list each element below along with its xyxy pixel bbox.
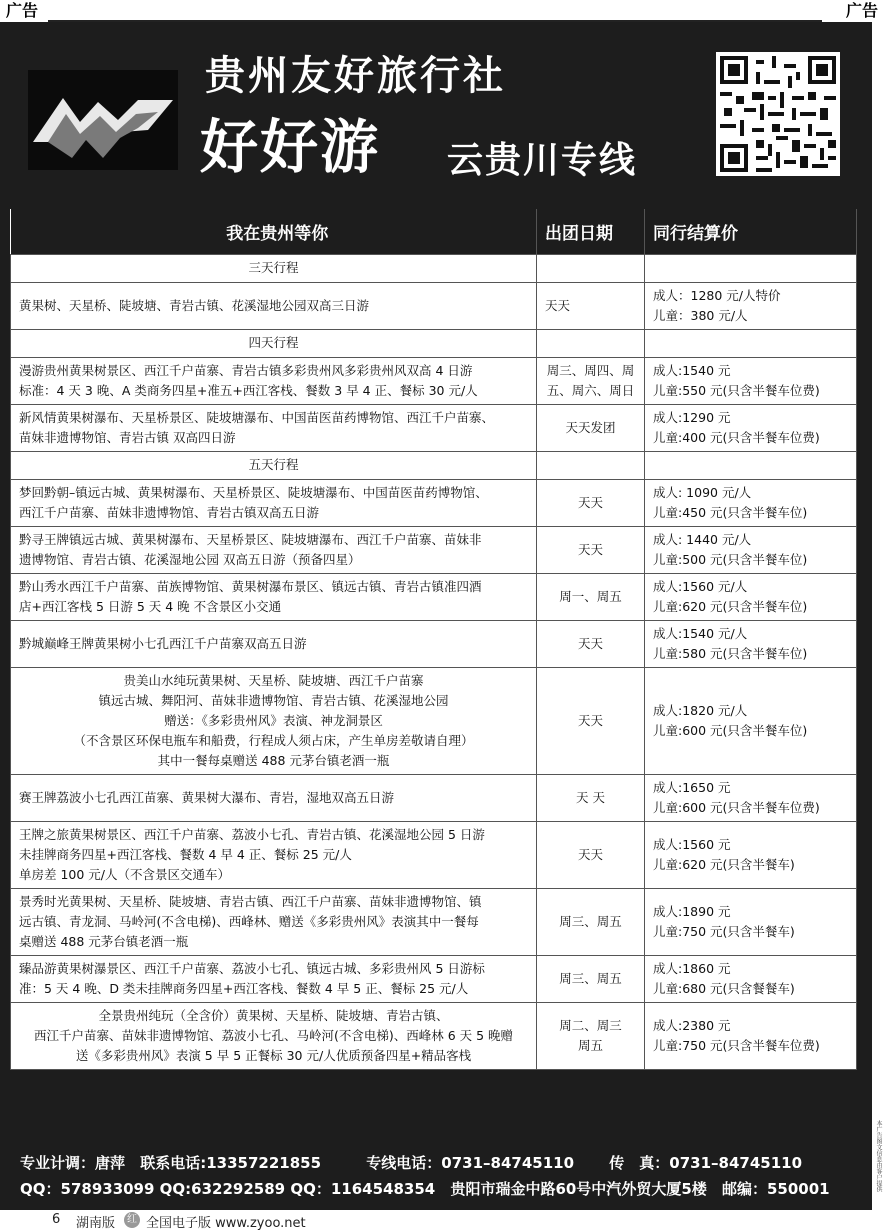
settlement-price-line: 成人:1650 元 [653, 779, 731, 795]
route-description-line: 未挂牌商务四星+西江客栈、餐数 4 早 4 正、餐标 25 元/人 [19, 846, 352, 862]
settlement-price-line: 成人:1560 元/人 [653, 578, 748, 594]
settlement-price [645, 282, 857, 329]
table-row [11, 1002, 857, 1069]
settlement-price [645, 888, 857, 955]
table-row [11, 774, 857, 821]
settlement-price [645, 573, 857, 620]
route-description [11, 282, 537, 329]
table-row [11, 620, 857, 667]
route-description-line: 梦回黔朝–镇远古城、黄果树瀑布、天星桥景区、陡坡塘瀑布、中国苗医苗药博物馆、 [19, 484, 488, 500]
route-description-line: 臻品游黄果树瀑景区、西江千户苗寨、荔波小七孔、镇远古城、多彩贵州风 5 日游标 [19, 960, 485, 976]
route-description [11, 404, 537, 451]
settlement-price-line: 成人:1860 元 [653, 960, 731, 976]
settlement-price [645, 404, 857, 451]
departure-date [537, 357, 645, 404]
route-description-line: 黔山秀水西江千户苗寨、苗族博物馆、黄果树瀑布景区、镇远古镇、青岩古镇准四酒 [19, 578, 482, 594]
table-row [11, 526, 857, 573]
route-description-line: 送《多彩贵州风》表演 5 早 5 正餐标 30 元/人优质预备四星+精品客栈 [75, 1047, 472, 1063]
settlement-price [645, 479, 857, 526]
settlement-price-line: 儿童:600 元(只含半餐车位费) [653, 799, 820, 815]
route-description-line: 西江千户苗寨、苗妹非遗博物馆、荔波小七孔、马岭河(不含电梯)、西峰林 6 天 5 晚赠 [33, 1027, 514, 1043]
hotline: 专线电话：0731–84745110 [366, 1154, 575, 1172]
table-row [11, 573, 857, 620]
settlement-price [645, 620, 857, 667]
route-description-line: 王牌之旅黄果树景区、西江千户苗寨、荔波小七孔、青岩古镇、花溪湿地公园 5 日游 [19, 826, 485, 842]
address: 贵阳市瑞金中路60号中汽外贸大厦5楼 [450, 1180, 707, 1198]
hong-badge-icon: 红 [124, 1212, 140, 1228]
departure-date [537, 1002, 645, 1069]
settlement-price [645, 667, 857, 774]
settlement-price [645, 955, 857, 1002]
agency-name: 贵州友好旅行社 [205, 53, 506, 99]
route-description-line: 黄果树、天星桥、陡坡塘、青岩古镇、花溪湿地公园双高三日游 [19, 297, 370, 313]
route-description [11, 479, 537, 526]
departure-date-line: 周五 [577, 1037, 603, 1053]
settlement-price [645, 821, 857, 888]
column-header-route: 我在贵州等你 [11, 209, 537, 254]
edition-label: 湖南版 [76, 1216, 116, 1230]
settlement-price-line: 成人:1820 元/人 [653, 702, 748, 718]
route-description [11, 620, 537, 667]
departure-date-line: 天 天 [576, 789, 605, 805]
route-description-line: 西江千户苗寨、苗妹非遗博物馆、青岩古镇双高五日游 [19, 504, 320, 520]
settlement-price-line: 儿童:450 元(只含半餐车位) [653, 504, 808, 520]
tour-price-table [10, 209, 857, 1070]
contact-line-2 [20, 1178, 840, 1199]
route-description [11, 573, 537, 620]
route-description-line: 远古镇、青龙洞、马岭河(不含电梯)、西峰林、赠送《多彩贵州风》表演其中一餐每 [19, 913, 479, 929]
table-row [11, 479, 857, 526]
contact-phone: 联系电话:13357221855 [140, 1154, 322, 1172]
settlement-price-line: 成人:1290 元 [653, 409, 731, 425]
departure-date-line: 天天 [577, 541, 603, 557]
section-date-cell [537, 254, 645, 282]
departure-date [537, 573, 645, 620]
settlement-price-line: 成人: 1440 元/人 [653, 531, 752, 547]
departure-date-line: 五、周六、周日 [546, 382, 635, 398]
route-description [11, 821, 537, 888]
section-price-cell [645, 254, 857, 282]
route-description [11, 955, 537, 1002]
column-header-date: 出团日期 [537, 209, 645, 254]
route-description-line: 赠送：《多彩贵州风》表演、神龙洞景区 [164, 712, 383, 728]
brand-name: 好好游 [200, 113, 381, 181]
settlement-price-line: 儿童:750 元(只含半餐车位费) [653, 1037, 820, 1053]
page-footer [0, 1210, 884, 1230]
settlement-price-line: 儿童:550 元(只含半餐车位费) [653, 382, 820, 398]
settlement-price [645, 774, 857, 821]
settlement-price-line: 儿童：380 元/人 [653, 307, 748, 323]
route-description-line: 赛王牌荔波小七孔西江苗寨、黄果树大瀑布、青岩，湿地双高五日游 [19, 789, 395, 805]
departure-date-line: 天天 [577, 846, 603, 862]
departure-date [537, 774, 645, 821]
section-title: 三天行程 [11, 254, 537, 282]
departure-date-line: 天天 [577, 494, 603, 510]
header [0, 22, 872, 197]
ad-label-left: 广告 [0, 0, 44, 22]
fax: 传 真：0731–84745110 [609, 1154, 803, 1172]
settlement-price [645, 1002, 857, 1069]
settlement-price-line: 成人:1540 元/人 [653, 625, 748, 641]
page-number: 6 [52, 1212, 61, 1227]
route-description-line: 景秀时光黄果树、天星桥、陡坡塘、青岩古镇、西江千户苗寨、苗妹非遗博物馆、镇 [19, 893, 482, 909]
departure-date-line: 周三、周五 [559, 913, 622, 929]
section-row [11, 451, 857, 479]
table-row [11, 404, 857, 451]
section-date-cell [537, 329, 645, 357]
table-row [11, 888, 857, 955]
route-description-line: 标准：4 天 3 晚、A 类商务四星+准五+西江客栈、餐数 3 早 4 正、餐标 30 元/人 [19, 382, 478, 398]
route-description-line: 其中一餐每桌赠送 488 元茅台镇老酒一瓶 [157, 752, 390, 768]
table-header-row [11, 209, 857, 254]
route-description-line: （不含景区环保电瓶车和船费，行程成人须占床，产生单房差敬请自理） [73, 732, 474, 748]
departure-date [537, 888, 645, 955]
departure-date-line: 天天 [545, 297, 571, 313]
settlement-price-line: 儿童:580 元(只含半餐车位) [653, 645, 808, 661]
departure-date [537, 620, 645, 667]
departure-date-line: 周三、周四、周 [546, 362, 635, 378]
settlement-price-line: 成人:1560 元 [653, 836, 731, 852]
top-divider [48, 0, 822, 22]
settlement-price-line: 成人: 1090 元/人 [653, 484, 752, 500]
settlement-price-line: 成人:2380 元 [653, 1017, 731, 1033]
section-date-cell [537, 451, 645, 479]
settlement-price-line: 儿童:620 元(只含半餐车位) [653, 598, 808, 614]
table-row [11, 667, 857, 774]
departure-date-line: 周一、周五 [559, 588, 622, 604]
contact-line-1 [20, 1152, 812, 1173]
route-description-line: 新风情黄果树瀑布、天星桥景区、陡坡塘瀑布、中国苗医苗药博物馆、西江千户苗寨、 [19, 409, 495, 425]
departure-date [537, 526, 645, 573]
departure-date-line: 周二、周三 [559, 1017, 622, 1033]
settlement-price-line: 儿童:620 元(只含半餐车) [653, 856, 795, 872]
route-description-line: 单房差 100 元/人（不含景区交通车） [19, 866, 231, 882]
route-description-line: 贵美山水纯玩黄果树、天星桥、陡坡塘、西江千户苗寨 [123, 672, 424, 688]
side-disclaimer: 本广告图文信息由客户提供 [875, 1120, 882, 1192]
planner: 专业计调：唐萍 [20, 1154, 126, 1172]
table-row [11, 282, 857, 329]
section-row [11, 254, 857, 282]
route-description [11, 667, 537, 774]
section-price-cell [645, 451, 857, 479]
route-description-line: 桌赠送 488 元茅台镇老酒一瓶 [19, 933, 189, 949]
route-description-line: 黔寻王牌镇远古城、黄果树瀑布、天星桥景区、陡坡塘瀑布、西江千户苗寨、苗妹非 [19, 531, 482, 547]
route-description-line: 苗妹非遗博物馆、青岩古镇 双高四日游 [19, 429, 236, 445]
settlement-price-line: 儿童:500 元(只含半餐车位) [653, 551, 808, 567]
mountain-logo-icon [28, 70, 178, 170]
departure-date-line: 天天发团 [565, 419, 616, 435]
column-header-price: 同行结算价 [645, 209, 857, 254]
section-title: 五天行程 [11, 451, 537, 479]
settlement-price-line: 儿童:600 元(只含半餐车位) [653, 722, 808, 738]
qr-code-icon [716, 52, 840, 176]
departure-date [537, 667, 645, 774]
table-row [11, 955, 857, 1002]
table-body [11, 254, 857, 1069]
qq-numbers: QQ：578933099 QQ:632292589 QQ：1164548354 [20, 1180, 436, 1198]
route-subtitle: 云贵川专线 [447, 140, 638, 181]
departure-date [537, 404, 645, 451]
route-description-line: 漫游贵州黄果树景区、西江千户苗寨、青岩古镇多彩贵州风多彩贵州风双高 4 日游 [19, 362, 473, 378]
departure-date-line: 天天 [577, 712, 603, 728]
section-title: 四天行程 [11, 329, 537, 357]
departure-date-line: 周三、周五 [559, 970, 622, 986]
section-row [11, 329, 857, 357]
table-row [11, 821, 857, 888]
departure-date [537, 821, 645, 888]
route-description-line: 遗博物馆、青岩古镇、花溪湿地公园 双高五日游（预备四星） [19, 551, 361, 567]
route-description-line: 镇远古城、舞阳河、苗妹非遗博物馆、青岩古镇、花溪湿地公园 [98, 692, 449, 708]
route-description-line: 店+西江客栈 5 日游 5 天 4 晚 不含景区小交通 [19, 598, 282, 614]
departure-date [537, 955, 645, 1002]
settlement-price-line: 儿童:680 元(只含餐餐车) [653, 980, 795, 996]
settlement-price-line: 成人:1890 元 [653, 903, 731, 919]
route-description [11, 357, 537, 404]
ad-panel [0, 22, 872, 1210]
table-row [11, 357, 857, 404]
settlement-price-line: 儿童:750 元(只含半餐车) [653, 923, 795, 939]
settlement-price-line: 儿童:400 元(只含半餐车位费) [653, 429, 820, 445]
departure-date [537, 479, 645, 526]
route-description [11, 1002, 537, 1069]
settlement-price-line: 成人：1280 元/人特价 [653, 287, 781, 303]
website-link[interactable]: 全国电子版 www.zyoo.net [146, 1216, 306, 1230]
section-price-cell [645, 329, 857, 357]
route-description-line: 黔城巅峰王牌黄果树小七孔西江千户苗寨双高五日游 [19, 635, 307, 651]
departure-date-line: 天天 [577, 635, 603, 651]
route-description-line: 准：5 天 4 晚、D 类未挂牌商务四星+西江客栈、餐数 4 早 5 正、餐标 25 元/人 [19, 980, 469, 996]
settlement-price-line: 成人:1540 元 [653, 362, 731, 378]
route-description [11, 526, 537, 573]
route-description [11, 774, 537, 821]
route-description-line: 全景贵州纯玩（全含价）黄果树、天星桥、陡坡塘、青岩古镇、 [98, 1007, 449, 1023]
departure-date [537, 282, 645, 329]
route-description [11, 888, 537, 955]
settlement-price [645, 526, 857, 573]
ad-label-right: 广告 [840, 0, 884, 22]
settlement-price [645, 357, 857, 404]
postcode: 邮编：550001 [722, 1180, 830, 1198]
